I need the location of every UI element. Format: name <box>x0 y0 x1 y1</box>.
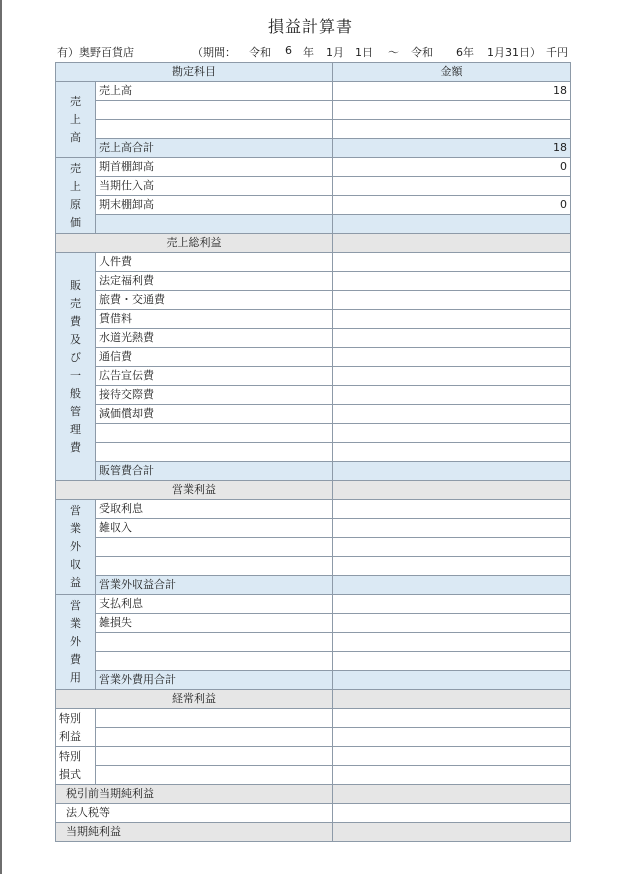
table-row <box>56 633 571 652</box>
amount-cell[interactable] <box>333 329 571 348</box>
table-row <box>56 215 571 234</box>
account-column-header: 勘定科目 <box>56 63 333 82</box>
amount-cell[interactable] <box>333 614 571 633</box>
table-row <box>56 728 571 747</box>
account-name-cell[interactable] <box>96 424 333 443</box>
table-row <box>56 101 571 120</box>
account-name-cell[interactable]: 人件費 <box>96 253 333 272</box>
table-row <box>56 614 571 633</box>
period-end-year: 6年 <box>456 46 474 59</box>
table-row <box>56 557 571 576</box>
company-name: 有）奥野百貨店 <box>57 46 134 59</box>
non-op-income-section-label: 営 業 外 収 益 <box>56 500 96 595</box>
table-row <box>56 348 571 367</box>
document-title: 損益計算書 <box>267 17 353 36</box>
amount-cell[interactable] <box>333 101 571 120</box>
amount-cell[interactable] <box>333 443 571 462</box>
corporate-tax-label: 法人税等 <box>56 804 333 823</box>
account-name-cell[interactable]: 減価償却費 <box>96 405 333 424</box>
account-name-cell[interactable]: 雑収入 <box>96 519 333 538</box>
non-op-income-total-amount[interactable] <box>333 576 571 595</box>
account-name-cell[interactable]: 広告宣伝費 <box>96 367 333 386</box>
table-row <box>56 538 571 557</box>
table-row <box>56 367 571 386</box>
account-name-cell[interactable]: 当期仕入高 <box>96 177 333 196</box>
table-row <box>56 709 571 728</box>
non-op-income-total-label: 営業外収益合計 <box>96 576 333 595</box>
period-start-date: 1月 1日 <box>326 46 373 59</box>
amount-cell[interactable] <box>333 595 571 614</box>
table-row <box>56 253 571 272</box>
table-row <box>56 519 571 538</box>
account-name-cell[interactable]: 通信費 <box>96 348 333 367</box>
account-name-cell[interactable] <box>96 652 333 671</box>
account-name-cell[interactable]: 旅費・交通費 <box>96 291 333 310</box>
table-row <box>56 595 571 614</box>
table-row <box>56 652 571 671</box>
account-name-cell[interactable]: 売上高 <box>96 82 333 101</box>
corporate-tax-amount[interactable] <box>333 804 571 823</box>
account-name-cell[interactable]: 雑損失 <box>96 614 333 633</box>
amount-cell[interactable] <box>333 348 571 367</box>
period-start-year: 6 <box>285 44 292 57</box>
ordinary-profit-label: 経常利益 <box>56 690 333 709</box>
amount-cell[interactable] <box>333 177 571 196</box>
account-name-cell[interactable]: 賃借料 <box>96 310 333 329</box>
net-profit-label: 当期純利益 <box>56 823 333 842</box>
income-statement-table <box>55 62 571 842</box>
pretax-profit-row <box>56 785 571 804</box>
table-row <box>56 158 571 177</box>
table-row <box>56 405 571 424</box>
amount-cell[interactable]: 0 <box>333 196 571 215</box>
sga-total-amount[interactable] <box>333 462 571 481</box>
account-name-cell[interactable] <box>96 443 333 462</box>
amount-cell[interactable] <box>333 747 571 766</box>
period-open: （期間： <box>192 46 236 59</box>
special-loss-label: 特別 損式 <box>56 747 96 785</box>
table-row <box>56 766 571 785</box>
table-row <box>56 500 571 519</box>
amount-cell[interactable] <box>333 709 571 728</box>
account-name-cell[interactable]: 支払利息 <box>96 595 333 614</box>
account-name-cell[interactable]: 期末棚卸高 <box>96 196 333 215</box>
table-row <box>56 329 571 348</box>
amount-cell[interactable] <box>333 633 571 652</box>
sales-total-label: 売上高合計 <box>96 139 333 158</box>
amount-cell[interactable] <box>333 272 571 291</box>
amount-cell[interactable] <box>333 557 571 576</box>
pretax-profit-label: 税引前当期純利益 <box>56 785 333 804</box>
account-name-cell[interactable] <box>96 215 333 234</box>
cogs-section-label: 売 上 原 価 <box>56 158 96 234</box>
amount-cell[interactable] <box>333 538 571 557</box>
sga-total-label: 販管費合計 <box>96 462 333 481</box>
account-name-cell[interactable]: 受取利息 <box>96 500 333 519</box>
account-name-cell[interactable] <box>96 120 333 139</box>
corporate-tax-row <box>56 804 571 823</box>
gross-profit-amount[interactable] <box>333 234 571 253</box>
amount-cell[interactable] <box>333 253 571 272</box>
table-row <box>56 196 571 215</box>
table-row <box>56 576 571 595</box>
account-name-cell[interactable] <box>96 538 333 557</box>
sales-total-amount[interactable]: 18 <box>333 139 571 158</box>
operating-profit-label: 営業利益 <box>56 481 333 500</box>
account-name-cell[interactable] <box>96 728 333 747</box>
account-name-cell[interactable]: 法定福利費 <box>96 272 333 291</box>
amount-cell[interactable] <box>333 367 571 386</box>
table-row <box>56 386 571 405</box>
special-income-label: 特別 利益 <box>56 709 96 747</box>
account-name-cell[interactable] <box>96 633 333 652</box>
table-row <box>56 462 571 481</box>
account-name-cell[interactable]: 水道光熱費 <box>96 329 333 348</box>
amount-cell[interactable] <box>333 386 571 405</box>
gross-profit-row <box>56 234 571 253</box>
amount-column-header: 金額 <box>333 63 571 82</box>
sales-section-label: 売 上 高 <box>56 82 96 158</box>
account-name-cell[interactable]: 接待交際費 <box>96 386 333 405</box>
table-row <box>56 291 571 310</box>
table-row <box>56 120 571 139</box>
statement-header <box>57 44 569 60</box>
account-name-cell[interactable] <box>96 101 333 120</box>
amount-cell[interactable] <box>333 424 571 443</box>
table-row <box>56 177 571 196</box>
amount-cell[interactable] <box>333 766 571 785</box>
account-name-cell[interactable]: 期首棚卸高 <box>96 158 333 177</box>
amount-cell[interactable] <box>333 652 571 671</box>
gross-profit-label: 売上総利益 <box>56 234 333 253</box>
period-start-era: 令和 <box>249 46 271 59</box>
table-row <box>56 443 571 462</box>
net-profit-row <box>56 823 571 842</box>
operating-profit-amount[interactable] <box>333 481 571 500</box>
table-row <box>56 139 571 158</box>
amount-cell[interactable] <box>333 405 571 424</box>
period-tilde: ～ <box>388 46 399 59</box>
period-end-era: 令和 <box>411 46 433 59</box>
window-left-border <box>0 0 2 874</box>
account-name-cell[interactable] <box>96 557 333 576</box>
non-op-expense-section-label: 営 業 外 費 用 <box>56 595 96 690</box>
pretax-profit-amount[interactable] <box>333 785 571 804</box>
account-name-cell[interactable] <box>96 709 333 728</box>
non-op-expense-total-amount[interactable] <box>333 671 571 690</box>
account-name-cell[interactable] <box>96 747 333 766</box>
period-end-date: 1月31日） <box>487 46 541 59</box>
ordinary-profit-row <box>56 690 571 709</box>
table-header-row <box>56 63 571 82</box>
table-row <box>56 82 571 101</box>
unit-label: 千円 <box>546 46 568 59</box>
non-op-expense-total-label: 営業外費用合計 <box>96 671 333 690</box>
amount-cell[interactable] <box>333 291 571 310</box>
amount-cell[interactable] <box>333 120 571 139</box>
amount-cell[interactable] <box>333 310 571 329</box>
ordinary-profit-amount[interactable] <box>333 690 571 709</box>
operating-profit-row <box>56 481 571 500</box>
sga-section-label: 販 売 費 及 び 一 般 管 理 費 <box>56 253 96 481</box>
amount-cell[interactable]: 0 <box>333 158 571 177</box>
table-row <box>56 310 571 329</box>
amount-cell[interactable] <box>333 728 571 747</box>
account-name-cell[interactable] <box>96 766 333 785</box>
table-row <box>56 272 571 291</box>
amount-cell[interactable]: 18 <box>333 82 571 101</box>
table-row <box>56 747 571 766</box>
amount-cell[interactable] <box>333 519 571 538</box>
period-start-year-unit: 年 <box>303 46 314 59</box>
table-row <box>56 671 571 690</box>
net-profit-amount[interactable] <box>333 823 571 842</box>
amount-cell[interactable] <box>333 215 571 234</box>
table-row <box>56 424 571 443</box>
amount-cell[interactable] <box>333 500 571 519</box>
